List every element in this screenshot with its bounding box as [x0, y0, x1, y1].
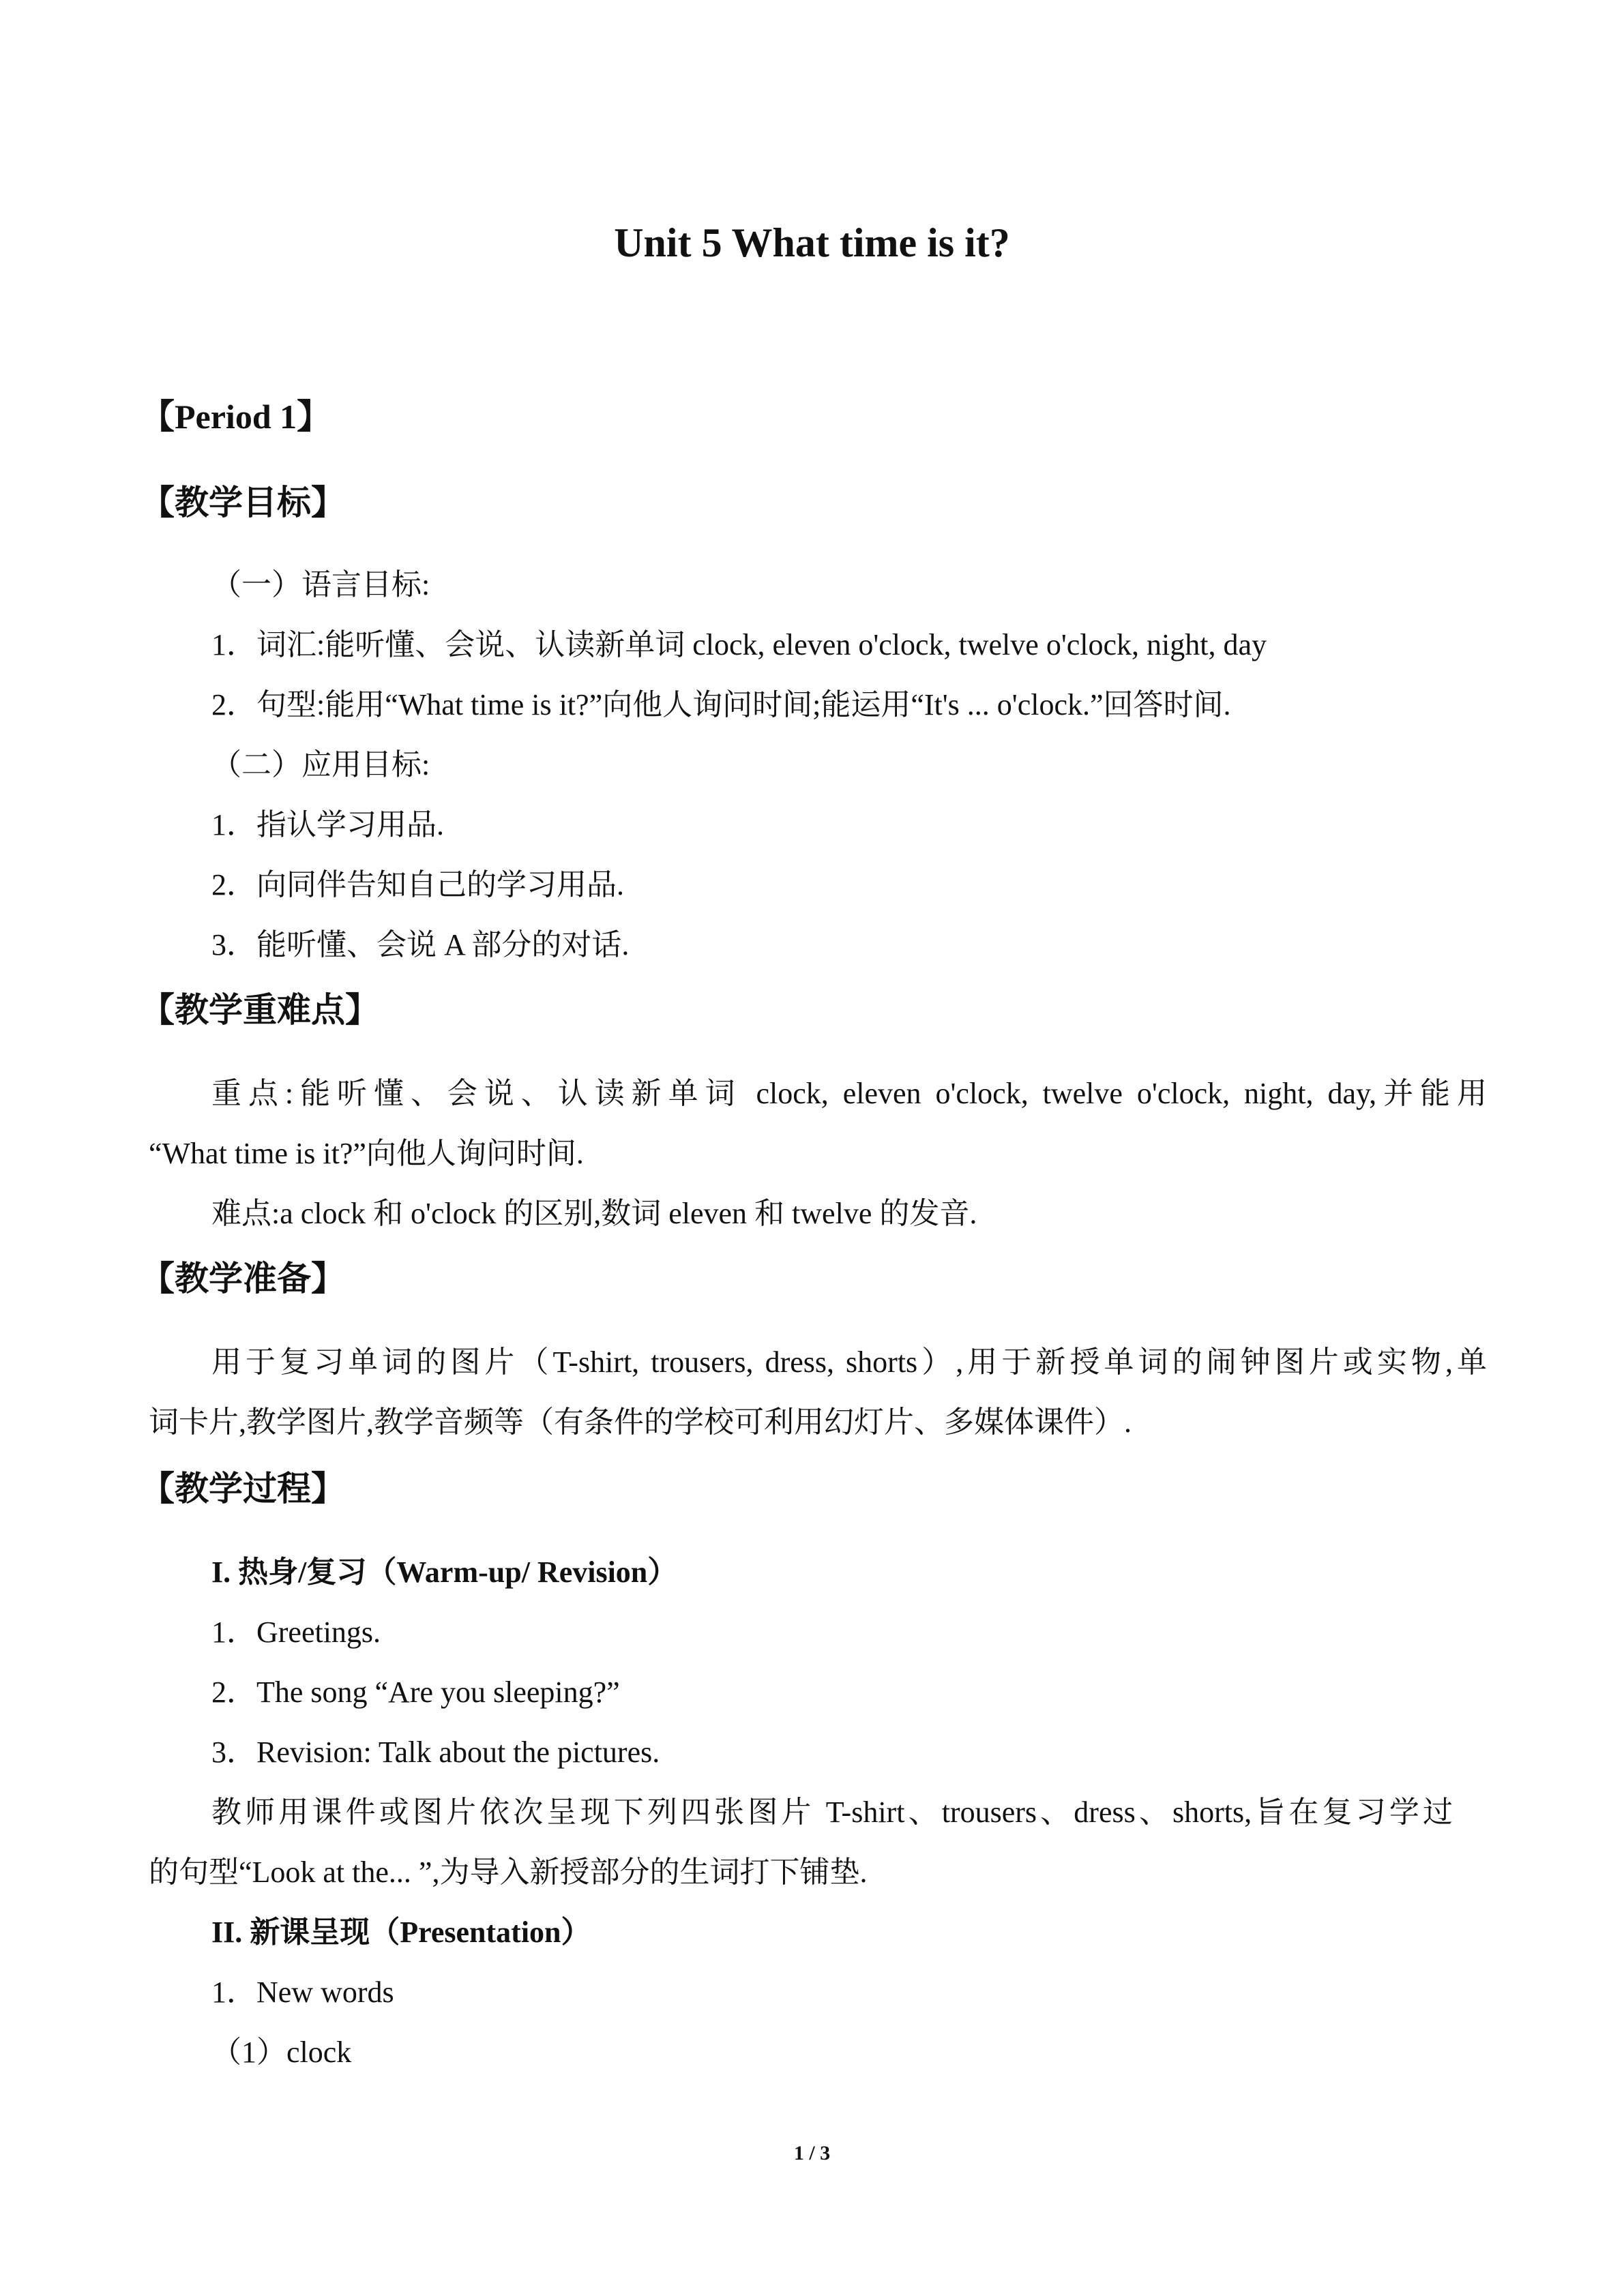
page-number: 1 / 3 — [793, 2142, 831, 2164]
revision-description-line-2: 的句型“Look at the... ”,为导入新授部分的生词打下铺垫. — [149, 1855, 868, 1889]
song-step: 2．The song “Are you sleeping?” — [211, 1675, 620, 1709]
new-words-step: 1．New words — [211, 1976, 394, 2009]
revision-description-line-1: 教师用课件或图片依次呈现下列四张图片 T-shirt、trousers、dress、shorts,旨在复习学过 — [211, 1795, 1453, 1829]
period-label: 【Period 1】 — [141, 398, 331, 436]
application-objective-3: 3．能听懂、会说 A 部分的对话. — [211, 928, 630, 961]
difficulty-point: 难点:a clock 和 o'clock 的区别,数词 eleven 和 twelve 的发音. — [211, 1197, 977, 1230]
application-objective-2: 2．向同伴告知自己的学习用品. — [211, 868, 624, 901]
key-points-heading: 【教学重难点】 — [141, 991, 379, 1029]
application-objective-1: 1．指认学习用品. — [211, 808, 444, 841]
key-point-line-2: “What time is it?”向他人询问时间. — [149, 1137, 584, 1170]
application-objectives-label: （二）应用目标: — [211, 748, 430, 781]
presentation-section-title: II. 新课呈现（Presentation） — [211, 1915, 591, 1949]
revision-step: 3．Revision: Talk about the pictures. — [211, 1735, 660, 1769]
objectives-heading: 【教学目标】 — [141, 483, 345, 522]
sentence-pattern-objective: 2．句型:能用“What time is it?”向他人询问时间;能运用“It's ... o'clock.”回答时间. — [211, 688, 1231, 721]
key-point-line-1: 重点:能听懂、会说、认读新单词 clock, eleven o'clock, twelve o'clock, night, day,并能用 — [211, 1077, 1487, 1110]
greetings-step: 1．Greetings. — [211, 1615, 381, 1649]
process-heading: 【教学过程】 — [141, 1470, 345, 1508]
clock-item: （1）clock — [211, 2036, 352, 2069]
vocabulary-objective: 1．词汇:能听懂、会说、认读新单词 clock, eleven o'clock, twelve o'clock, night, day — [211, 628, 1267, 661]
preparation-line-2: 词卡片,教学图片,教学音频等（有条件的学校可利用幻灯片、多媒体课件）. — [149, 1405, 1132, 1439]
language-objectives-label: （一）语言目标: — [211, 568, 430, 601]
preparation-line-1: 用于复习单词的图片（T-shirt, trousers, dress, shorts）,用于新授单词的闹钟图片或实物,单 — [211, 1345, 1487, 1379]
preparation-heading: 【教学准备】 — [141, 1259, 345, 1298]
document-title: Unit 5 What time is it? — [614, 220, 1010, 265]
warmup-section-title: I. 热身/复习（Warm-up/ Revision） — [211, 1555, 678, 1589]
